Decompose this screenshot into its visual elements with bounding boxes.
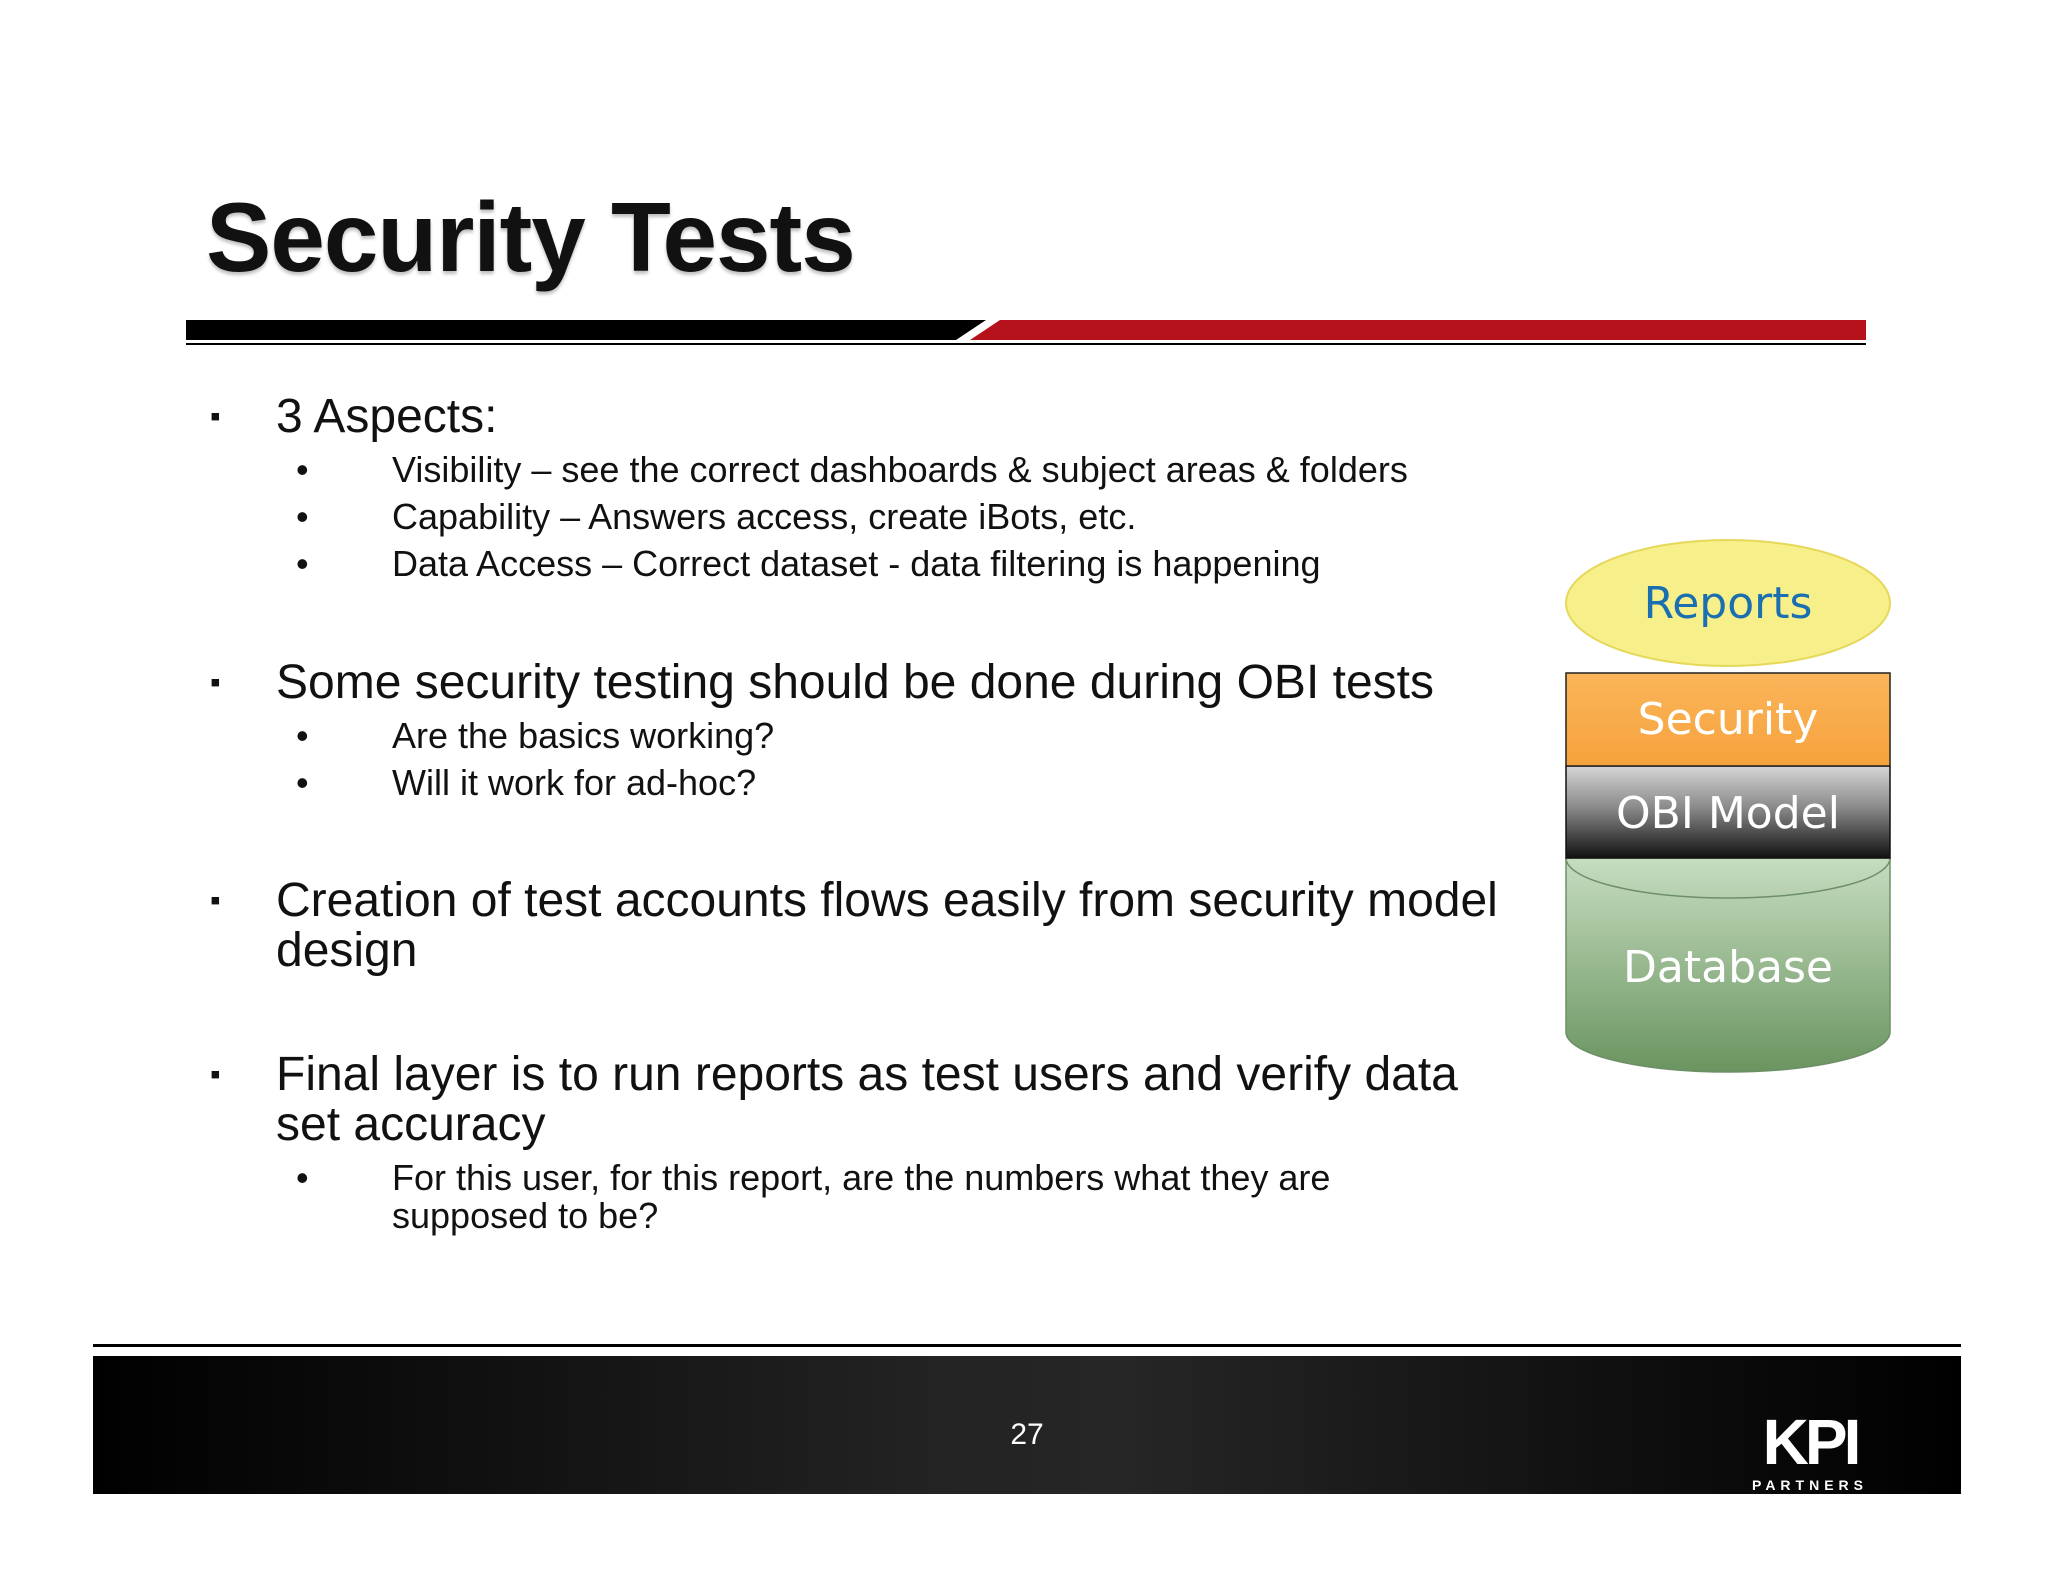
- bullet-level1: [206, 658, 1546, 708]
- bullet-text: 3 Aspects:: [276, 390, 498, 443]
- bullet-text: Final layer is to run reports as test users and verify data set accuracy: [276, 1048, 1458, 1151]
- dot-bullet-icon: •: [296, 715, 309, 756]
- title-rule: [186, 318, 1866, 348]
- obi-model-label: OBI Model: [1616, 788, 1840, 839]
- page-number: 27: [1010, 1418, 1044, 1451]
- title-rule-thin-line: [186, 343, 1866, 345]
- bullet-group-3: [206, 876, 1506, 976]
- title-rule-black-segment: [186, 320, 986, 340]
- bullet-group-1: [206, 392, 1546, 583]
- bullet-text: Some security testing should be done during OBI tests: [276, 656, 1434, 709]
- sub-bullet-text: For this user, for this report, are the numbers what they are supposed to be?: [392, 1157, 1331, 1236]
- bullet-level1: [206, 1050, 1506, 1150]
- slide-footer: [93, 1344, 1961, 1494]
- dot-bullet-icon: •: [296, 543, 309, 584]
- sub-bullet-text: Are the basics working?: [392, 715, 775, 756]
- security-stack-diagram: [1560, 536, 1896, 1080]
- dot-bullet-icon: •: [296, 449, 309, 490]
- logo-sub: PARTNERS: [1752, 1477, 1868, 1493]
- bullet-level1: [206, 392, 1546, 442]
- logo-word: KPI: [1762, 1406, 1858, 1478]
- sub-bullet: [206, 451, 1546, 489]
- title-rule-red-segment: [970, 320, 1866, 340]
- security-label: Security: [1637, 694, 1819, 745]
- sub-bullet-text: Will it work for ad-hoc?: [392, 762, 757, 803]
- bullet-group-2: [206, 658, 1546, 802]
- sub-bullet: [206, 764, 1546, 802]
- reports-label: Reports: [1643, 578, 1813, 629]
- square-bullet-icon: ▪: [210, 666, 221, 699]
- slide-title: Security Tests: [206, 182, 855, 292]
- sub-bullet: [206, 498, 1546, 536]
- sub-bullet: [206, 717, 1546, 755]
- bullet-group-4: [206, 1050, 1506, 1235]
- square-bullet-icon: ▪: [210, 884, 221, 917]
- bullet-text: Creation of test accounts flows easily from security model design: [276, 874, 1498, 977]
- footer-bar: [93, 1356, 1961, 1494]
- bullet-level1: [206, 876, 1506, 976]
- dot-bullet-icon: •: [296, 762, 309, 803]
- footer-divider: [93, 1344, 1961, 1347]
- dot-bullet-icon: •: [296, 496, 309, 537]
- square-bullet-icon: ▪: [210, 400, 221, 433]
- sub-bullet: [206, 1159, 1372, 1235]
- sub-bullet-text: Visibility – see the correct dashboards & subject areas & folders: [392, 449, 1408, 490]
- database-label: Database: [1623, 942, 1833, 993]
- sub-bullet-text: Capability – Answers access, create iBots, etc.: [392, 496, 1137, 537]
- square-bullet-icon: ▪: [210, 1058, 221, 1091]
- dot-bullet-icon: •: [296, 1157, 309, 1198]
- kpi-partners-logo: [1747, 1406, 1873, 1496]
- sub-bullet-text: Data Access – Correct dataset - data filtering is happening: [392, 543, 1321, 584]
- sub-bullet: [206, 545, 1546, 583]
